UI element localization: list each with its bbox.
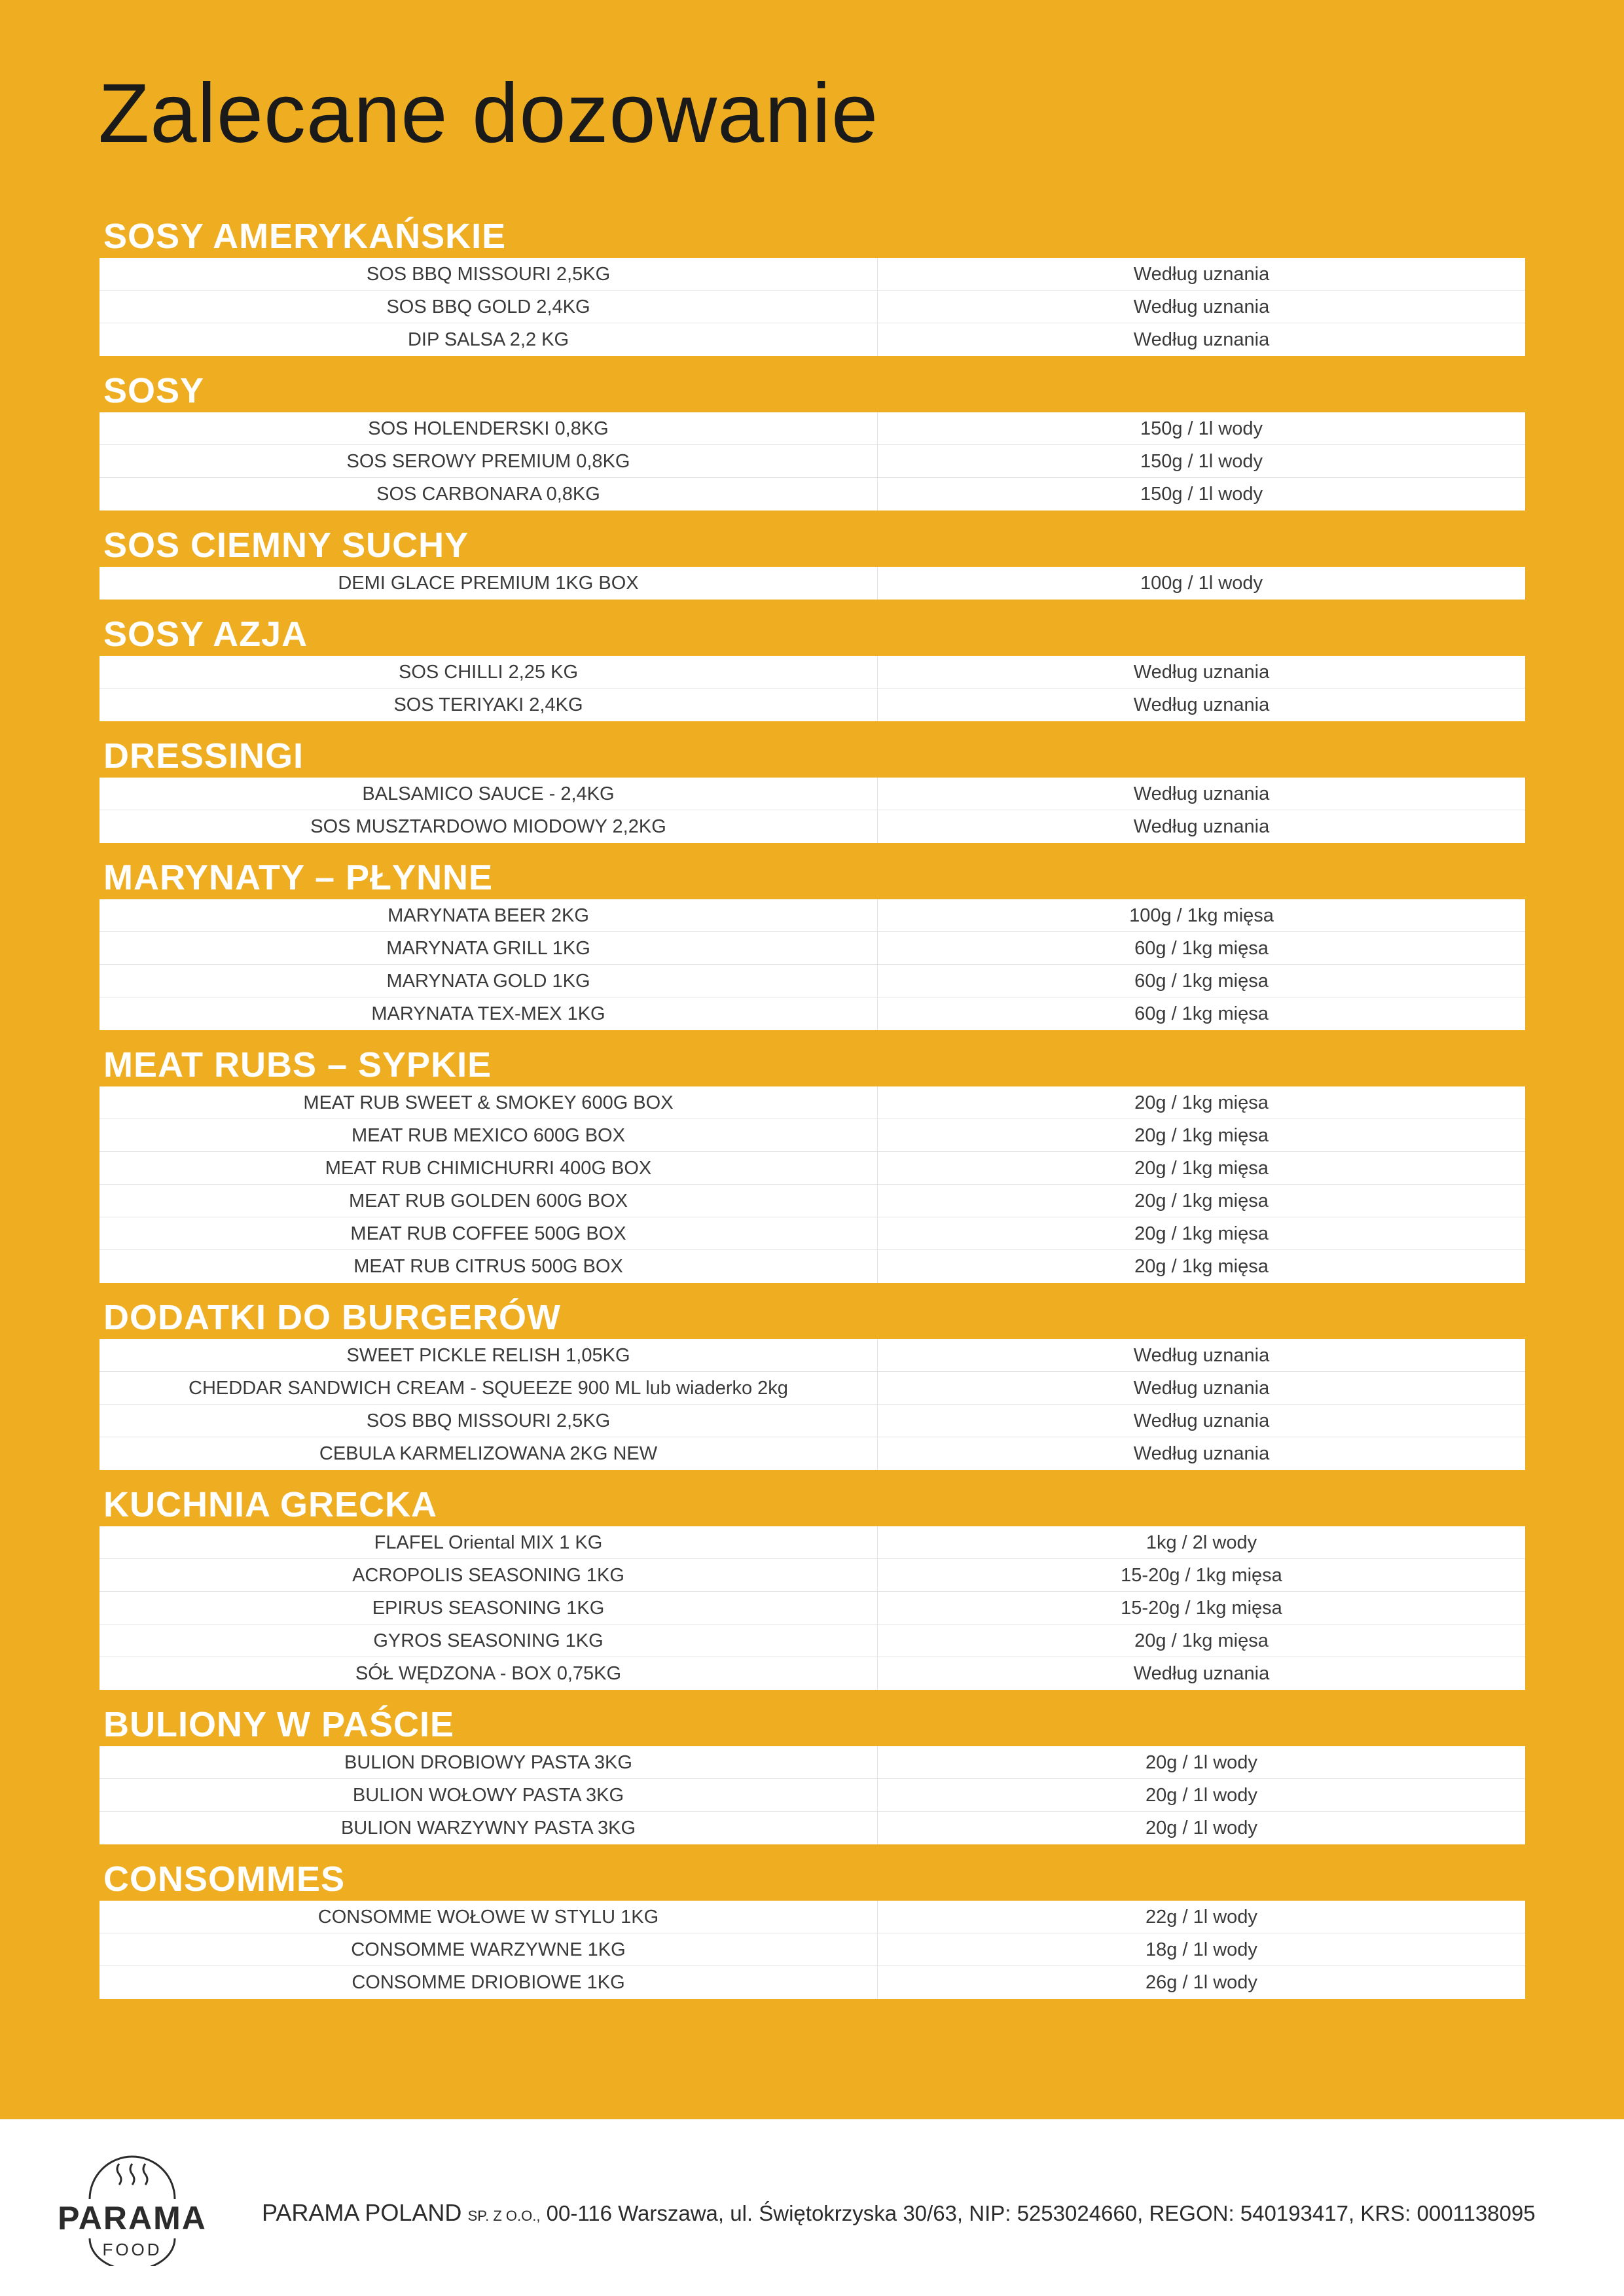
company-info	[262, 2199, 1536, 2227]
table-row	[99, 567, 1525, 600]
product-name: MEAT RUB MEXICO 600G BOX	[99, 1119, 878, 1151]
section	[99, 1038, 1525, 1283]
dosage-value: 20g / 1l wody	[1146, 1818, 1257, 1839]
product-name: SWEET PICKLE RELISH 1,05KG	[99, 1339, 878, 1371]
dosage-value: 22g / 1l wody	[1146, 1907, 1257, 1928]
product-name: SOS MUSZTARDOWO MIODOWY 2,2KG	[99, 810, 878, 843]
footer	[0, 2119, 1624, 2296]
table-row	[99, 1592, 1525, 1624]
product-name: SOS TERIYAKI 2,4KG	[99, 689, 878, 721]
dosage-value: 100g / 1kg mięsa	[1129, 905, 1274, 926]
dosage-value: 100g / 1l wody	[1140, 573, 1263, 594]
table-row	[99, 1217, 1525, 1250]
product-name: MARYNATA GOLD 1KG	[99, 965, 878, 997]
section	[99, 1478, 1525, 1690]
dosage-value: Według uznania	[1133, 783, 1270, 804]
table-row	[99, 689, 1525, 721]
table-row	[99, 478, 1525, 511]
table-row	[99, 1119, 1525, 1152]
section-title: KUCHNIA GRECKA	[103, 1485, 437, 1524]
product-name: SOS BBQ MISSOURI 2,5KG	[99, 1405, 878, 1437]
table-row	[99, 1901, 1525, 1933]
dosage-value: 150g / 1l wody	[1140, 484, 1263, 505]
table-row	[99, 1933, 1525, 1966]
dosage-value: 20g / 1kg mięsa	[1134, 1223, 1269, 1244]
table-row	[99, 778, 1525, 810]
section-title: MARYNATY – PŁYNNE	[103, 858, 494, 897]
table-row	[99, 1779, 1525, 1812]
product-name: FLAFEL Oriental MIX 1 KG	[99, 1526, 878, 1558]
product-name: EPIRUS SEASONING 1KG	[99, 1592, 878, 1624]
table-row	[99, 1812, 1525, 1844]
product-name: ACROPOLIS SEASONING 1KG	[99, 1559, 878, 1591]
dosage-value: 20g / 1kg mięsa	[1134, 1092, 1269, 1113]
dosage-value: 15-20g / 1kg mięsa	[1121, 1598, 1282, 1619]
product-name: BULION DROBIOWY PASTA 3KG	[99, 1746, 878, 1778]
dosage-value: 20g / 1kg mięsa	[1134, 1158, 1269, 1179]
dosage-table	[99, 1086, 1525, 1283]
dosage-table	[99, 899, 1525, 1030]
dosage-table	[99, 1746, 1525, 1844]
section-title: SOSY AZJA	[103, 615, 308, 654]
table-row	[99, 1437, 1525, 1470]
table-row	[99, 656, 1525, 689]
dosage-value: 18g / 1l wody	[1146, 1939, 1257, 1960]
section	[99, 851, 1525, 1030]
product-name: SOS CARBONARA 0,8KG	[99, 478, 878, 511]
product-name: CONSOMME WOŁOWE W STYLU 1KG	[99, 1901, 878, 1933]
section	[99, 1698, 1525, 1844]
dosage-value: 26g / 1l wody	[1146, 1972, 1257, 1993]
product-name: MARYNATA GRILL 1KG	[99, 932, 878, 964]
product-name: CEBULA KARMELIZOWANA 2KG NEW	[99, 1437, 878, 1470]
section-title: SOS CIEMNY SUCHY	[103, 526, 469, 565]
dosage-value: 20g / 1kg mięsa	[1134, 1256, 1269, 1277]
product-name: DEMI GLACE PREMIUM 1KG BOX	[99, 567, 878, 600]
table-row	[99, 323, 1525, 356]
product-name: BULION WOŁOWY PASTA 3KG	[99, 1779, 878, 1811]
section-title: DODATKI DO BURGERÓW	[103, 1298, 561, 1337]
table-row	[99, 965, 1525, 997]
table-row	[99, 1250, 1525, 1283]
table-row	[99, 1372, 1525, 1405]
product-name: SOS BBQ MISSOURI 2,5KG	[99, 258, 878, 290]
table-row	[99, 899, 1525, 932]
product-name: SOS SEROWY PREMIUM 0,8KG	[99, 445, 878, 477]
product-name: SÓŁ WĘDZONA - BOX 0,75KG	[99, 1657, 878, 1690]
dosage-value: Według uznania	[1133, 1345, 1270, 1366]
section-title: BULIONY W PAŚCIE	[103, 1705, 455, 1744]
dosage-value: 20g / 1l wody	[1146, 1785, 1257, 1806]
product-name: MEAT RUB COFFEE 500G BOX	[99, 1217, 878, 1249]
dosage-value: 150g / 1l wody	[1140, 418, 1263, 439]
table-row	[99, 1559, 1525, 1592]
table-row	[99, 1405, 1525, 1437]
table-row	[99, 1152, 1525, 1185]
product-name: MEAT RUB SWEET & SMOKEY 600G BOX	[99, 1086, 878, 1119]
company-address: 00-116 Warszawa, ul. Świętokrzyska 30/63, NIP: 5253024660, REGON: 540193417, KRS: 0001138095	[540, 2201, 1536, 2225]
section-title: SOSY AMERYKAŃSKIE	[103, 217, 507, 256]
dosage-value: 150g / 1l wody	[1140, 451, 1263, 472]
dosage-value: Według uznania	[1133, 816, 1270, 837]
table-row	[99, 810, 1525, 843]
product-name: DIP SALSA 2,2 KG	[99, 323, 878, 356]
table-row	[99, 932, 1525, 965]
table-row	[99, 1526, 1525, 1559]
table-row	[99, 1624, 1525, 1657]
dosage-value: Według uznania	[1133, 264, 1270, 285]
section-title: SOSY	[103, 371, 205, 410]
dosage-value: Według uznania	[1133, 1410, 1270, 1431]
dosage-sections	[99, 209, 1525, 2007]
dosage-value: 20g / 1kg mięsa	[1134, 1191, 1269, 1211]
table-row	[99, 1339, 1525, 1372]
product-name: MEAT RUB CITRUS 500G BOX	[99, 1250, 878, 1283]
section	[99, 518, 1525, 600]
section-title: DRESSINGI	[103, 736, 304, 776]
table-row	[99, 1657, 1525, 1690]
table-row	[99, 997, 1525, 1030]
section	[99, 607, 1525, 721]
table-row	[99, 1185, 1525, 1217]
product-name: SOS CHILLI 2,25 KG	[99, 656, 878, 688]
table-row	[99, 412, 1525, 445]
section	[99, 209, 1525, 356]
dosage-value: Według uznania	[1133, 329, 1270, 350]
dosage-value: 20g / 1kg mięsa	[1134, 1125, 1269, 1146]
dosage-table	[99, 1526, 1525, 1690]
section	[99, 1291, 1525, 1470]
section	[99, 729, 1525, 843]
product-name: CONSOMME WARZYWNE 1KG	[99, 1933, 878, 1965]
table-row	[99, 1966, 1525, 1999]
dosage-table	[99, 778, 1525, 843]
product-name: SOS BBQ GOLD 2,4KG	[99, 291, 878, 323]
table-row	[99, 445, 1525, 478]
table-row	[99, 258, 1525, 291]
dosage-table	[99, 1901, 1525, 1999]
dosage-table	[99, 656, 1525, 721]
dosage-value: 60g / 1kg mięsa	[1134, 938, 1269, 959]
product-name: CHEDDAR SANDWICH CREAM - SQUEEZE 900 ML lub wiaderko 2kg	[99, 1372, 878, 1404]
product-name: CONSOMME DRIOBIOWE 1KG	[99, 1966, 878, 1999]
dosage-value: 60g / 1kg mięsa	[1134, 971, 1269, 992]
dosage-table	[99, 1339, 1525, 1470]
dosage-table	[99, 412, 1525, 511]
company-form: SP. Z O.O.,	[467, 2208, 541, 2224]
product-name: MARYNATA BEER 2KG	[99, 899, 878, 931]
table-row	[99, 1746, 1525, 1779]
section	[99, 364, 1525, 511]
product-name: GYROS SEASONING 1KG	[99, 1624, 878, 1657]
dosage-value: 15-20g / 1kg mięsa	[1121, 1565, 1282, 1586]
dosage-value: Według uznania	[1133, 694, 1270, 715]
logo-sub: FOOD	[102, 2240, 162, 2259]
dosage-value: 20g / 1l wody	[1146, 1752, 1257, 1773]
dosage-value: Według uznania	[1133, 1443, 1270, 1464]
section-title: CONSOMMES	[103, 1859, 346, 1899]
product-name: MEAT RUB GOLDEN 600G BOX	[99, 1185, 878, 1217]
dosage-value: Według uznania	[1133, 1378, 1270, 1399]
dosage-value: Według uznania	[1133, 296, 1270, 317]
section	[99, 1852, 1525, 1999]
dosage-table	[99, 567, 1525, 600]
dosage-value: 20g / 1kg mięsa	[1134, 1630, 1269, 1651]
page-title: Zalecane dozowanie	[98, 67, 879, 160]
logo-word: PARAMA	[58, 2200, 207, 2236]
dosage-value: 60g / 1kg mięsa	[1134, 1003, 1269, 1024]
table-row	[99, 291, 1525, 323]
product-name: BALSAMICO SAUCE - 2,4KG	[99, 778, 878, 810]
dosage-value: Według uznania	[1133, 662, 1270, 683]
table-row	[99, 1086, 1525, 1119]
dosage-value: 1kg / 2l wody	[1146, 1532, 1257, 1553]
product-name: MARYNATA TEX-MEX 1KG	[99, 997, 878, 1030]
dosage-value: Według uznania	[1133, 1663, 1270, 1684]
product-name: SOS HOLENDERSKI 0,8KG	[99, 412, 878, 444]
dosage-table	[99, 258, 1525, 356]
section-title: MEAT RUBS – SYPKIE	[103, 1045, 492, 1085]
product-name: MEAT RUB CHIMICHURRI 400G BOX	[99, 1152, 878, 1184]
parama-logo	[54, 2155, 211, 2266]
product-name: BULION WARZYWNY PASTA 3KG	[99, 1812, 878, 1844]
company-name: PARAMA POLAND	[262, 2199, 462, 2226]
